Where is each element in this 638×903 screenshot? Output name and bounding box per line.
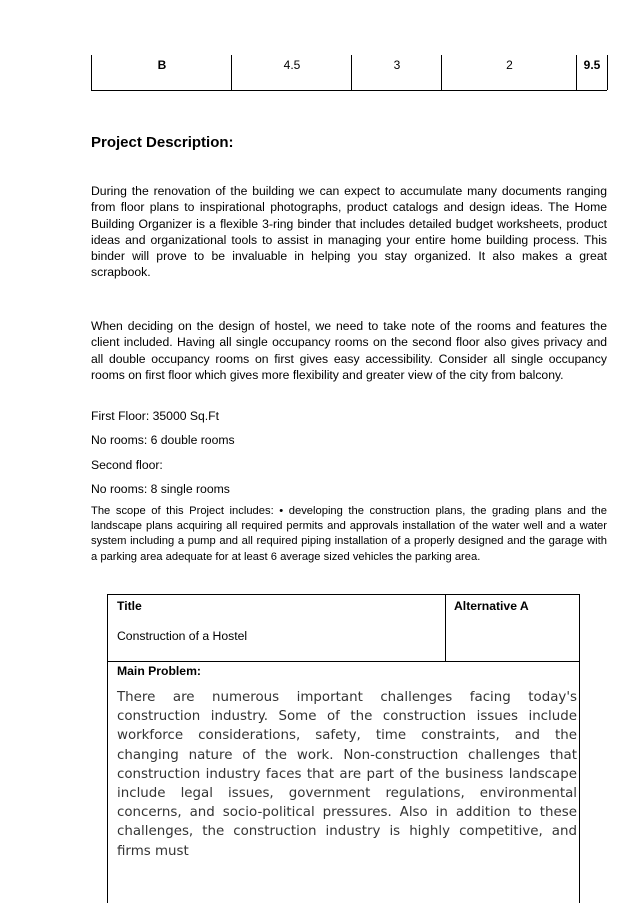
project-description-heading: Project Description: [91, 134, 234, 151]
project-scope: The scope of this Project includes: • developing the construction plans, the grading plans and the landscape plans acquiring all required permits and approvals installation of the water well and a water system including a pump and all required piping installation of a properly designed and the garage with a parking area adequate for at least 6 average sized vehicles the parking area. [91, 505, 607, 563]
score-cell-2: 3 [351, 55, 442, 90]
description-paragraph-2: When deciding on the design of hostel, we need to take note of the rooms and features the client included. Having all single occupancy rooms on the second floor also gives privacy and all double occupancy rooms on first gives easy accessibility. Consider all single occupancy rooms on first floor which gives more flexibility and greater view of the city from balcony. [91, 319, 607, 382]
score-table [91, 55, 607, 91]
score-total: 9.5 [576, 55, 608, 90]
score-cell-1: 4.5 [231, 55, 352, 90]
first-floor-area: First Floor: 35000 Sq.Ft [91, 409, 220, 423]
score-row-label: B [91, 55, 232, 90]
score-cell-3: 2 [441, 55, 577, 90]
title-label: Title [117, 599, 142, 613]
title-cell [107, 594, 446, 662]
main-problem-text: There are numerous important challenges facing today's construction industry. Some of the construction issues include workforce considerations, safety, time constraints, and the changing nature of the work. Non-construction challenges that construction industry faces that are part of the business landscape include legal issues, government regulations, environmental concerns, and socio-political pressures. Also in addition to these challenges, the construction industry is highly competitive, and firms must [117, 690, 577, 859]
second-floor-rooms: No rooms: 8 single rooms [91, 482, 230, 496]
alternative-label: Alternative A [454, 599, 529, 613]
first-floor-rooms: No rooms: 6 double rooms [91, 433, 235, 447]
second-floor-label: Second floor: [91, 458, 163, 472]
main-problem-label: Main Problem: [117, 664, 201, 678]
title-value: Construction of a Hostel [117, 629, 248, 643]
description-paragraph-1: During the renovation of the building we can expect to accumulate many documents ranging from floor plans to inspirational photographs, product catalogs and design ideas. The Home Building Organizer is a flexible 3-ring binder that includes detailed budget worksheets, product ideas and organizational tools to assist in managing your entire home building process. This binder will prove to be invaluable in helping you stay organized. It also makes a great scrapbook. [91, 184, 607, 280]
